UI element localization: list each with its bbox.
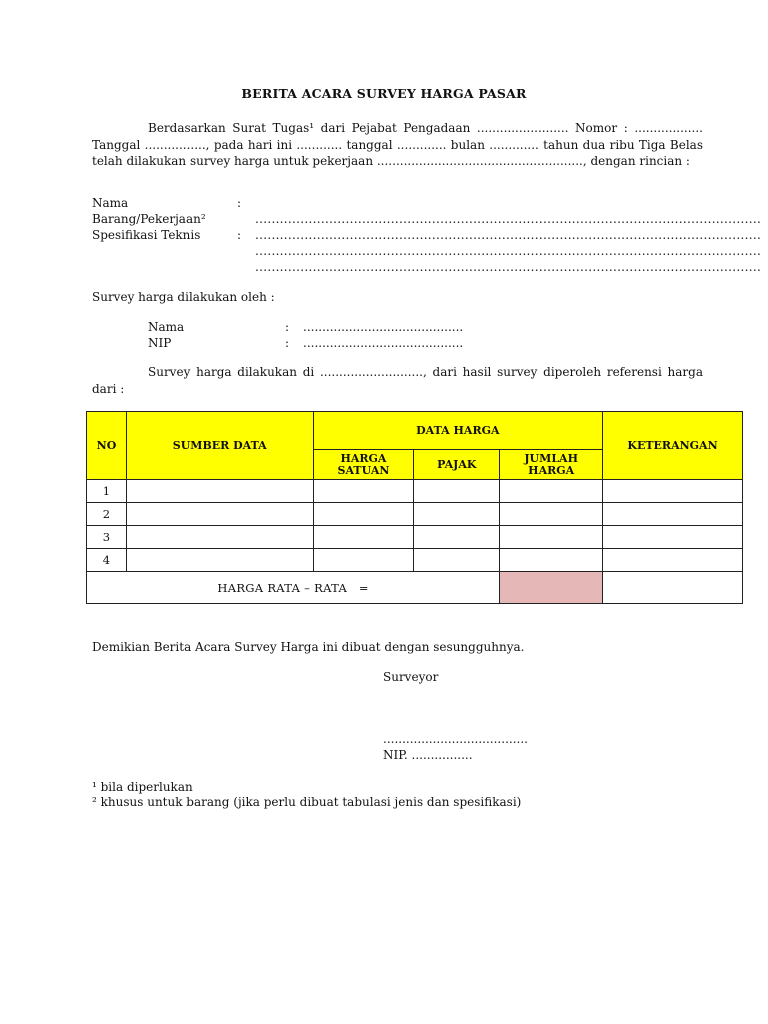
field-label-nama: Nama [92,196,129,210]
average-label-cell [87,572,500,604]
spesifikasi-extra-line-1: ........................................................................................................................... [255,244,762,258]
field-value-barang: ........................................................................................................................... [255,212,762,226]
closing-statement: Demikian Berita Acara Survey Harga ini dibuat dengan sesungguhnya. [92,640,525,654]
intro-text: Berdasarkan Surat Tugas¹ dari Pejabat Pengadaan ........................ Nomor : .................. Tanggal ................, pada hari ini ............ tanggal ............. bulan ............. tahun dua ribu Tiga Belas telah dilakukan survey harga untuk pekerjaan ......................................................, dengan rincian : [92,121,703,168]
header-jumlah-harga: JUMLAH HARGA [500,450,603,480]
cell-pajak[interactable] [414,549,500,572]
cell-jumlah-harga[interactable] [500,480,603,503]
cell-pajak[interactable] [414,503,500,526]
average-label: HARGA RATA – RATA = [217,580,369,595]
table-row [87,503,743,526]
cell-keterangan[interactable] [603,526,743,549]
field-colon-nama: : [237,196,242,210]
field-colon-spesifikasi: : [237,228,242,242]
surveyor-intro: Survey harga dilakukan oleh : [92,290,275,304]
header-harga-satuan: HARGA SATUAN [313,450,414,480]
header-no: NO [87,412,127,480]
signature-role: Surveyor [383,670,439,684]
document-title: BERITA ACARA SURVEY HARGA PASAR [241,86,527,101]
cell-harga-satuan[interactable] [313,503,414,526]
cell-sumber-data[interactable] [126,549,313,572]
row-number: 2 [87,503,127,526]
average-row [87,572,743,604]
cell-jumlah-harga[interactable] [500,503,603,526]
location-text: Survey harga dilakukan di ..........................., dari hasil survey diperoleh referensi harga dari : [92,365,703,396]
cell-sumber-data[interactable] [126,503,313,526]
header-sumber-data: SUMBER DATA [126,412,313,480]
footnote-2: ² khusus untuk barang (jika perlu dibuat tabulasi jenis dan spesifikasi) [92,795,522,809]
cell-keterangan[interactable] [603,549,743,572]
cell-sumber-data[interactable] [126,480,313,503]
surveyor-value-nip: .......................................... [303,336,464,350]
surveyor-value-nama: .......................................... [303,320,464,334]
header-keterangan: KETERANGAN [603,412,743,480]
row-number: 4 [87,549,127,572]
intro-paragraph [92,120,703,170]
cell-harga-satuan[interactable] [313,526,414,549]
surveyor-colon-nama: : [285,320,290,334]
header-pajak: PAJAK [414,450,500,480]
average-value-cell[interactable] [500,572,603,604]
spesifikasi-extra-line-2: ........................................................................................................................... [255,260,762,274]
cell-pajak[interactable] [414,526,500,549]
footnote-1: ¹ bila diperlukan [92,780,193,794]
cell-jumlah-harga[interactable] [500,526,603,549]
table-row [87,480,743,503]
row-number: 3 [87,526,127,549]
price-survey-table [86,411,743,604]
table-row [87,526,743,549]
cell-harga-satuan[interactable] [313,549,414,572]
signature-line: ...................................... [383,732,528,746]
cell-keterangan[interactable] [603,503,743,526]
surveyor-colon-nip: : [285,336,290,350]
surveyor-label-nip: NIP [148,336,172,350]
cell-sumber-data[interactable] [126,526,313,549]
field-label-spesifikasi: Spesifikasi Teknis [92,228,201,242]
header-data-harga: DATA HARGA [313,412,603,450]
surveyor-label-nama: Nama [148,320,185,334]
signature-nip: NIP. ................ [383,748,473,762]
cell-pajak[interactable] [414,480,500,503]
field-value-spesifikasi: ........................................................................................................................... [255,228,762,242]
table-row [87,549,743,572]
cell-harga-satuan[interactable] [313,480,414,503]
average-keterangan-cell[interactable] [603,572,743,604]
location-paragraph [92,364,703,397]
row-number: 1 [87,480,127,503]
field-label-barang: Barang/Pekerjaan² [92,212,206,226]
cell-keterangan[interactable] [603,480,743,503]
cell-jumlah-harga[interactable] [500,549,603,572]
